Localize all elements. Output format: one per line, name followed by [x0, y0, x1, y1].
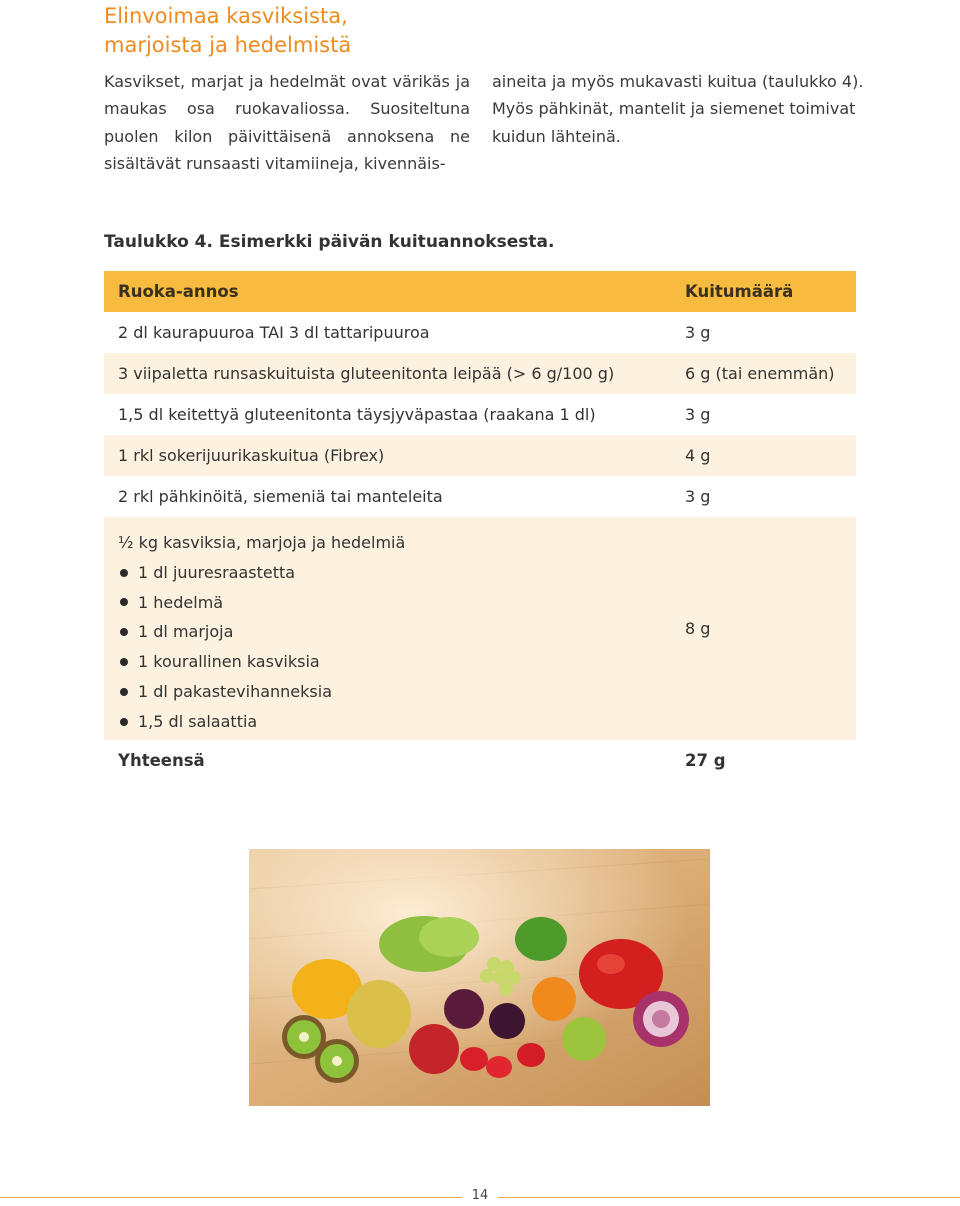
list-item-text: 1 hedelmä [138, 592, 224, 612]
section-heading-line2: marjoista ja hedelmistä [104, 33, 352, 57]
table-row [104, 435, 856, 476]
fiber-table [104, 271, 856, 781]
row-fiber: 3 g [685, 405, 711, 424]
list-item-text: 1 dl marjoja [138, 622, 234, 642]
table-row [104, 476, 856, 517]
bullet-icon [120, 658, 128, 666]
vegetables-cell [104, 517, 672, 740]
row-fiber: 4 g [685, 446, 711, 465]
list-item-text: 1 kourallinen kasviksia [138, 652, 320, 672]
total-fiber: 27 g [685, 751, 726, 770]
row-fiber: 6 g (tai enemmän) [685, 364, 835, 383]
row-fiber: 3 g [685, 487, 711, 506]
bullet-icon [120, 718, 128, 726]
vegetables-list [118, 558, 672, 737]
table-row [104, 353, 856, 394]
bullet-icon [120, 598, 128, 606]
page-number: 14 [462, 1186, 498, 1206]
list-item [118, 558, 672, 588]
bullet-icon [120, 628, 128, 636]
section-heading [104, 2, 351, 60]
section-heading-line1: Elinvoimaa kasviksista, [104, 4, 348, 28]
intro-left-column: Kasvikset, marjat ja hedelmät ovat värikäs ja maukas osa ruokavaliossa. Suositeltuna puolen kilon päivittäisenä annoksena ne sisältävät runsaasti vitamiineja, kivennäis- [104, 72, 470, 173]
list-item [118, 588, 672, 618]
list-item [118, 707, 672, 737]
row-food: 2 dl kaurapuuroa TAI 3 dl tattaripuuroa [118, 323, 430, 342]
vegetables-title: ½ kg kasviksia, marjoja ja hedelmiä [118, 533, 406, 552]
total-label: Yhteensä [118, 751, 205, 770]
table-row [104, 312, 856, 353]
list-item-text: 1 dl pakastevihanneksia [138, 681, 332, 701]
list-item [118, 617, 672, 647]
table-total-row [104, 740, 856, 781]
intro-right-column: aineita ja myös mukavasti kuitua (taulukko 4). Myös pähkinät, mantelit ja siemenet toimivat kuidun lähteinä. [492, 72, 864, 146]
table-header-row [104, 271, 856, 312]
header-fiber: Kuitumäärä [685, 282, 794, 301]
row-fiber: 3 g [685, 323, 711, 342]
table-caption: Taulukko 4. Esimerkki päivän kuituannoksesta. [104, 232, 555, 252]
table-row-vegetables [104, 517, 856, 740]
list-item [118, 647, 672, 677]
bullet-icon [120, 688, 128, 696]
fruits-vegetables-photo [249, 849, 710, 1106]
list-item-text: 1,5 dl salaattia [138, 711, 258, 731]
produce-illustration [249, 849, 710, 1106]
row-food: 1 rkl sokerijuurikaskuitua (Fibrex) [118, 446, 385, 465]
vegetables-fiber-cell [672, 517, 856, 740]
bullet-icon [120, 569, 128, 577]
header-food: Ruoka-annos [118, 282, 239, 301]
list-item [118, 677, 672, 707]
list-item-text: 1 dl juuresraastetta [138, 562, 296, 582]
row-food: 1,5 dl keitettyä gluteenitonta täysjyväpastaa (raakana 1 dl) [118, 405, 596, 424]
row-food: 2 rkl pähkinöitä, siemeniä tai manteleita [118, 487, 443, 506]
table-row [104, 394, 856, 435]
row-food: 3 viipaletta runsaskuituista gluteenitonta leipää (> 6 g/100 g) [118, 364, 615, 383]
vegetables-fiber: 8 g [685, 619, 711, 638]
